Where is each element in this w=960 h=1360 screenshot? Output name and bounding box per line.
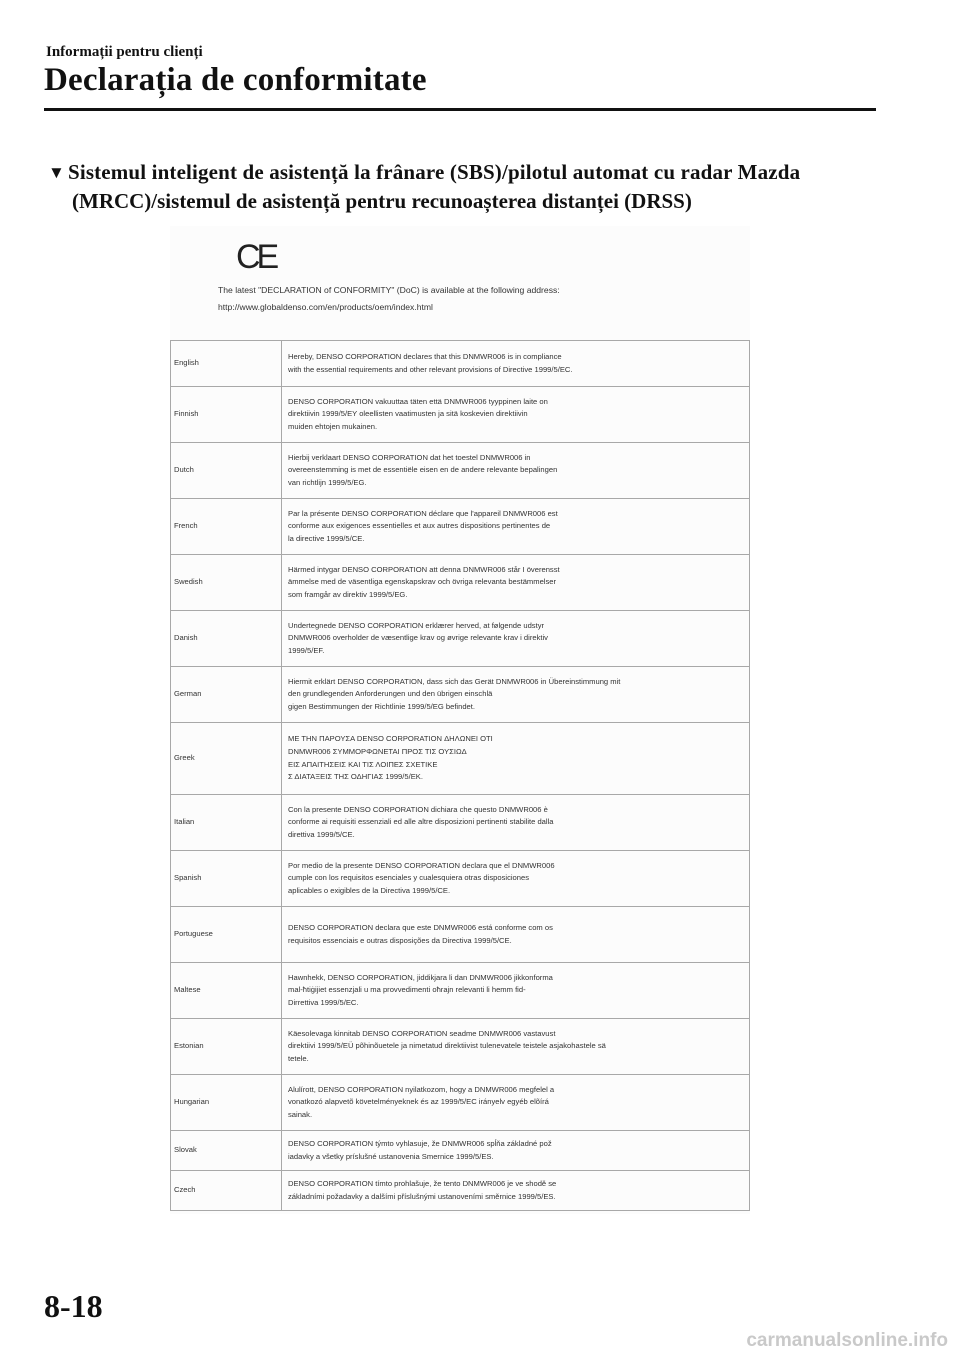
section-heading-line-2: (MRCC)/sistemul de asistență pentru recunoașterea distanței (DRSS) — [72, 189, 692, 213]
section-heading-line-1: Sistemul inteligent de asistență la frânare (SBS)/pilotul automat cu radar Mazda — [68, 160, 801, 184]
language-cell: Hungarian — [171, 1075, 282, 1131]
declaration-table — [170, 340, 750, 1211]
declaration-text-cell: Käesolevaga kinnitab DENSO CORPORATION seadme DNMWR006 vastavust direktiivi 1999/5/EÜ põhinõuetele ja nimetatud direktiivist tulenevatele teistele asjakohastele sä tetele. — [282, 1019, 750, 1075]
triangle-down-icon: ▼ — [48, 163, 65, 182]
language-cell: Czech — [171, 1171, 282, 1211]
language-cell: English — [171, 341, 282, 387]
declaration-text-cell: Con la presente DENSO CORPORATION dichiara che questo DNMWR006 è conforme ai requisiti essenziali ed alle altre disposizioni pertinenti stabilite dalla direttiva 1999/5/CE. — [282, 795, 750, 851]
declaration-text-cell: Hierbij verklaart DENSO CORPORATION dat het toestel DNMWR006 in overeenstemming is met de essentiële eisen en de andere relevante bepalingen van richtlijn 1999/5/EG. — [282, 443, 750, 499]
table-row — [171, 1075, 750, 1131]
table-row — [171, 1019, 750, 1075]
language-cell: Dutch — [171, 443, 282, 499]
table-row — [171, 667, 750, 723]
language-cell: German — [171, 667, 282, 723]
language-cell: Estonian — [171, 1019, 282, 1075]
table-row — [171, 387, 750, 443]
table-row — [171, 795, 750, 851]
language-cell: Danish — [171, 611, 282, 667]
doc-availability-note — [218, 282, 738, 316]
title-divider — [44, 108, 876, 111]
declaration-text-cell: Hawnhekk, DENSO CORPORATION, jiddikjara li dan DNMWR006 jikkonforma mal-ħtiġijiet essenzjali u ma provvedimenti oħrajn relevanti li hemm fid- Dirrettiva 1999/5/EC. — [282, 963, 750, 1019]
running-head: Informații pentru clienți — [46, 44, 203, 60]
table-row — [171, 499, 750, 555]
language-cell: Italian — [171, 795, 282, 851]
declaration-text-cell: Härmed intygar DENSO CORPORATION att denna DNMWR006 står I överensst ämmelse med de väsentliga egenskapskrav och övriga relevanta bestämmelser som framgår av direktiv 1999/5/EG. — [282, 555, 750, 611]
language-cell: French — [171, 499, 282, 555]
declaration-text-cell: Par la présente DENSO CORPORATION déclare que l'appareil DNMWR006 est conforme aux exigences essentielles et aux autres dispositions pertinentes de la directive 1999/5/CE. — [282, 499, 750, 555]
language-cell: Portuguese — [171, 907, 282, 963]
table-row — [171, 443, 750, 499]
site-watermark: carmanualsonline.info — [746, 1330, 948, 1351]
declaration-text-cell: Por medio de la presente DENSO CORPORATION declara que el DNMWR006 cumple con los requisitos esenciales y cualesquiera otras disposiciones aplicables o exigibles de la Directiva 1999/5/CE. — [282, 851, 750, 907]
declaration-text-cell: Undertegnede DENSO CORPORATION erklærer herved, at følgende udstyr DNMWR006 overholder de væsentlige krav og øvrige relevante krav i direktiv 1999/5/EF. — [282, 611, 750, 667]
language-cell: Spanish — [171, 851, 282, 907]
page-title: Declarația de conformitate — [44, 62, 427, 98]
table-row — [171, 1131, 750, 1171]
declaration-text-cell: Hereby, DENSO CORPORATION declares that this DNMWR006 is in compliance with the essential requirements and other relevant provisions of Directive 1999/5/EC. — [282, 341, 750, 387]
declaration-text-cell: DENSO CORPORATION tímto prohlašuje, že tento DNMWR006 je ve shodě se základními požadavky a dalšími příslušnými ustanoveními směrnice 1999/5/ES. — [282, 1171, 750, 1211]
language-cell: Maltese — [171, 963, 282, 1019]
conformity-declaration-image — [170, 226, 750, 1214]
declaration-text-cell: ΜΕ ΤΗΝ ΠΑΡΟΥΣΑ DENSO CORPORATION ΔΗΛΩΝΕΙ ΟΤΙ DNMWR006 ΣΥΜΜΟΡΦΩΝΕΤΑΙ ΠΡΟΣ ΤΙΣ ΟΥΣΙΩΔ ΕΙΣ ΑΠΑΙΤΗΣΕΙΣ ΚΑΙ ΤΙΣ ΛΟΙΠΕΣ ΣΧΕΤΙΚΕ Σ ΔΙΑΤΑΞΕΙΣ ΤΗΣ ΟΔΗΓΙΑΣ 1999/5/ΕΚ. — [282, 723, 750, 795]
table-row — [171, 963, 750, 1019]
doc-url: http://www.globaldenso.com/en/products/oem/index.html — [218, 302, 433, 312]
declaration-text-cell: DENSO CORPORATION vakuuttaa täten että DNMWR006 tyyppinen laite on direktiivin 1999/5/EY oleellisten vaatimusten ja sitä koskevien direktiivin muiden ehtojen mukainen. — [282, 387, 750, 443]
declaration-text-cell: DENSO CORPORATION declara que este DNMWR006 está conforme com os requisitos essenciais e outras disposições da Directiva 1999/5/CE. — [282, 907, 750, 963]
table-row — [171, 1171, 750, 1211]
language-cell: Greek — [171, 723, 282, 795]
language-cell: Finnish — [171, 387, 282, 443]
page-number: 8-18 — [44, 1288, 103, 1324]
declaration-text-cell: Hiermit erklärt DENSO CORPORATION, dass sich das Gerät DNMWR006 in Übereinstimmung mit den grundlegenden Anforderungen und den übrigen einschlä gigen Bestimmungen der Richtlinie 1999/5/EG befindet. — [282, 667, 750, 723]
table-row — [171, 555, 750, 611]
table-row — [171, 851, 750, 907]
doc-note-text: The latest "DECLARATION of CONFORMITY" (DoC) is available at the following address: — [218, 285, 560, 295]
ce-mark-logo: CE — [236, 238, 276, 276]
table-row — [171, 341, 750, 387]
declaration-text-cell: DENSO CORPORATION týmto vyhlasuje, že DNMWR006 spĺňa základné pož iadavky a všetky príslušné ustanovenia Smernice 1999/5/ES. — [282, 1131, 750, 1171]
declaration-text-cell: Alulírott, DENSO CORPORATION nyilatkozom, hogy a DNMWR006 megfelel a vonatkozó alapvetõ követelményeknek és az 1999/5/EC irányelv egyéb elõírá sainak. — [282, 1075, 750, 1131]
table-row — [171, 723, 750, 795]
section-heading — [48, 158, 880, 215]
table-row — [171, 611, 750, 667]
language-cell: Swedish — [171, 555, 282, 611]
table-row — [171, 907, 750, 963]
language-cell: Slovak — [171, 1131, 282, 1171]
